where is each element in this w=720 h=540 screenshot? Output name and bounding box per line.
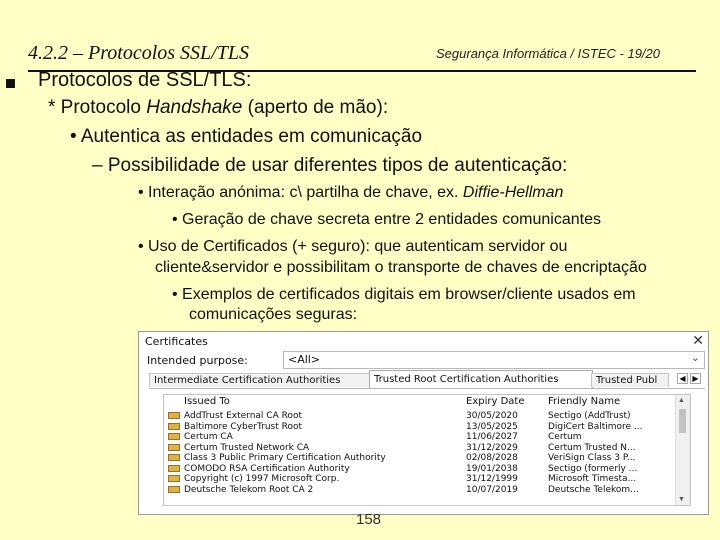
vertical-scrollbar[interactable]: [675, 395, 690, 505]
tab-scroll-arrows: [675, 373, 701, 384]
close-icon[interactable]: ✕: [692, 332, 704, 348]
cell-expiry-date: 30/05/2020: [466, 411, 518, 421]
certificate-icon: [168, 412, 180, 419]
cell-friendly-name: Sectigo (AddTrust): [548, 411, 631, 421]
intended-purpose-select[interactable]: [283, 351, 705, 369]
cell-issued-to: Certum Trusted Network CA: [184, 442, 310, 453]
diffie-hellman-term: Diffie-Hellman: [462, 184, 564, 201]
intended-purpose-value: <All>: [288, 353, 321, 366]
certificate-icon: [168, 465, 180, 472]
bullet-protocols: Protocolos de SSL/TLS:: [38, 69, 252, 91]
table-row[interactable]: [164, 464, 674, 474]
column-issued-to[interactable]: Issued To: [184, 396, 230, 407]
handshake-suffix: (aperto de mão):: [242, 97, 389, 118]
cell-expiry-date: 31/12/1999: [466, 474, 518, 484]
certificate-tabs: [149, 372, 705, 389]
certificate-list: [163, 394, 691, 506]
slide-title: 4.2.2 – Protocolos SSL/TLS: [28, 42, 249, 64]
handshake-prefix: * Protocolo: [48, 97, 147, 118]
cell-friendly-name: Sectigo (formerly ...: [548, 463, 638, 474]
cell-issued-to: Deutsche Telekom Root CA 2: [184, 484, 314, 495]
handshake-term: Handshake: [146, 97, 243, 118]
cell-friendly-name: VeriSign Class 3 P...: [548, 453, 636, 463]
bullet-key-generation: • Geração de chave secreta entre 2 entidades comunicantes: [172, 211, 601, 228]
certificate-icon: [168, 475, 180, 482]
cell-expiry-date: 02/08/2028: [466, 453, 518, 463]
scroll-thumb[interactable]: [679, 409, 686, 433]
column-expiry-date[interactable]: Expiry Date: [466, 396, 525, 407]
bullet-certificates-cont: cliente&servidor e possibilitam o transporte de chaves de encriptação: [155, 259, 647, 276]
cell-expiry-date: 10/07/2019: [466, 484, 518, 495]
table-row[interactable]: [164, 453, 674, 463]
table-row[interactable]: [164, 443, 674, 453]
chevron-left-icon[interactable]: ◀: [677, 373, 688, 384]
table-row[interactable]: [164, 411, 674, 421]
cell-issued-to: AddTrust External CA Root: [184, 411, 302, 421]
scroll-down-icon[interactable]: ▼: [678, 496, 685, 503]
course-header: Segurança Informática / ISTEC - 19/20: [436, 46, 660, 61]
bullet-auth-types: – Possibilidade de usar diferentes tipos de autenticação:: [92, 155, 568, 176]
page-number: 158: [356, 511, 382, 528]
cell-issued-to: Class 3 Public Primary Certification Authority: [184, 453, 386, 463]
tab-trusted-root[interactable]: Trusted Root Certification Authorities: [369, 370, 593, 388]
table-row[interactable]: [164, 422, 674, 432]
cell-friendly-name: DigiCert Baltimore ...: [548, 421, 643, 432]
cell-issued-to: COMODO RSA Certification Authority: [184, 463, 350, 474]
cell-expiry-date: 19/01/2038: [466, 463, 518, 474]
bullet-authenticate: • Autentica as entidades em comunicação: [70, 126, 423, 147]
cell-issued-to: Baltimore CyberTrust Root: [184, 421, 303, 432]
bullet-anonymous: [138, 184, 563, 202]
cell-friendly-name: Microsoft Timesta...: [548, 474, 637, 484]
cell-issued-to: Copyright (c) 1997 Microsoft Corp.: [184, 474, 340, 484]
bullet-cert-examples: • Exemplos de certificados digitais em browser/cliente usados em: [172, 286, 636, 303]
chevron-right-icon[interactable]: ▶: [690, 373, 701, 384]
certificate-icon: [168, 444, 180, 451]
table-row[interactable]: [164, 474, 674, 484]
tab-intermediate[interactable]: Intermediate Certification Authorities: [149, 373, 371, 387]
cell-friendly-name: Certum: [548, 432, 582, 442]
cell-friendly-name: Deutsche Telekom...: [548, 484, 639, 495]
table-row[interactable]: [164, 485, 674, 495]
certificate-icon: [168, 486, 180, 493]
bullet-certificates: • Uso de Certificados (+ seguro): que autenticam servidor ou: [138, 238, 568, 255]
square-bullet-icon: [6, 79, 15, 88]
certificate-icon: [168, 433, 180, 440]
chevron-down-icon: ⌄: [690, 351, 700, 364]
cell-expiry-date: 31/12/2029: [466, 442, 518, 453]
certificates-window: [138, 331, 709, 515]
tab-trusted-publishers[interactable]: Trusted Publ: [591, 373, 669, 387]
scroll-up-icon[interactable]: ▲: [678, 397, 685, 404]
bullet-cert-examples-cont: comunicações seguras:: [189, 306, 358, 323]
anonymous-text: • Interação anónima: c\ partilha de chave, ex.: [138, 184, 463, 201]
cell-friendly-name: Certum Trusted N...: [548, 442, 636, 453]
cell-expiry-date: 11/06/2027: [466, 432, 518, 442]
bullet-handshake: [48, 97, 388, 119]
intended-purpose-label: Intended purpose:: [147, 354, 248, 367]
certificate-icon: [168, 454, 180, 461]
cell-issued-to: Certum CA: [184, 432, 233, 442]
cell-expiry-date: 13/05/2025: [466, 421, 518, 432]
table-row[interactable]: [164, 432, 674, 442]
column-friendly-name[interactable]: Friendly Name: [548, 396, 621, 407]
certificate-icon: [168, 423, 180, 430]
window-title: Certificates: [145, 335, 208, 348]
